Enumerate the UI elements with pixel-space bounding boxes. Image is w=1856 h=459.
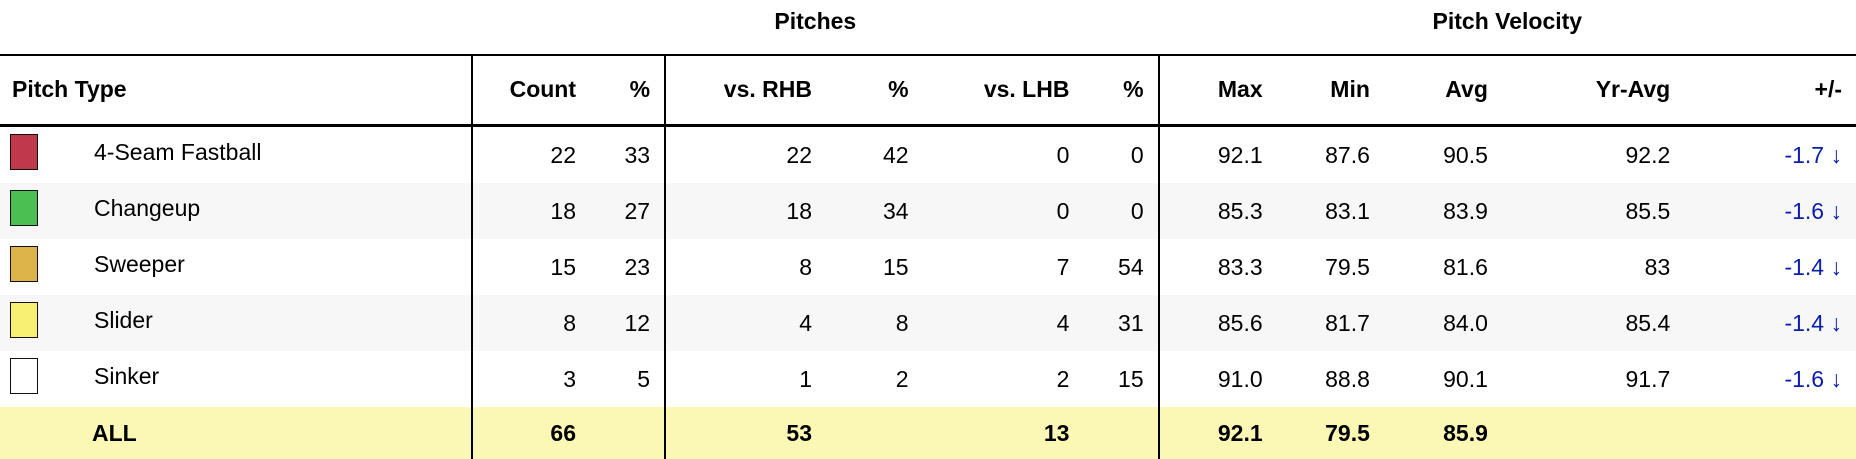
- totals-avg-velo-cell: 85.9: [1384, 407, 1502, 459]
- max-velo-cell: 92.1: [1159, 126, 1277, 184]
- pct-lhb-cell: 31: [1083, 295, 1158, 351]
- yr-avg-velo-cell: 85.5: [1502, 183, 1684, 239]
- avg-velo-cell: 90.5: [1384, 126, 1502, 184]
- max-velo-cell: 85.6: [1159, 295, 1277, 351]
- pct-cell: 23: [590, 239, 665, 295]
- vs-rhb-cell: 18: [665, 183, 826, 239]
- vs-lhb-cell: 0: [923, 126, 1084, 184]
- delta-cell: -1.6 ↓: [1684, 183, 1856, 239]
- pitch-color-swatch-icon: [10, 302, 38, 338]
- pitch-type-cell: [0, 351, 472, 407]
- column-header-yr-avg[interactable]: Yr-Avg: [1502, 55, 1684, 126]
- table-row: [0, 183, 1856, 239]
- totals-row: [0, 407, 1856, 459]
- column-header-avg[interactable]: Avg: [1384, 55, 1502, 126]
- min-velo-cell: 79.5: [1277, 239, 1384, 295]
- pitch-type-cell: [0, 126, 472, 184]
- delta-cell: -1.4 ↓: [1684, 239, 1856, 295]
- group-header-row: [0, 0, 1856, 55]
- max-velo-cell: 91.0: [1159, 351, 1277, 407]
- vs-rhb-cell: 1: [665, 351, 826, 407]
- column-header-max[interactable]: Max: [1159, 55, 1277, 126]
- totals-max-velo-cell: 92.1: [1159, 407, 1277, 459]
- vs-rhb-cell: 8: [665, 239, 826, 295]
- totals-pct-cell: [590, 407, 665, 459]
- vs-rhb-cell: 4: [665, 295, 826, 351]
- table-row: [0, 126, 1856, 184]
- column-header-vs-rhb[interactable]: vs. RHB: [665, 55, 826, 126]
- count-cell: 15: [472, 239, 590, 295]
- delta-cell: -1.7 ↓: [1684, 126, 1856, 184]
- count-cell: 18: [472, 183, 590, 239]
- column-header-plus-minus[interactable]: +/-: [1684, 55, 1856, 126]
- pct-rhb-cell: 42: [826, 126, 923, 184]
- pitch-type-label: Slider: [94, 307, 153, 334]
- pitch-type-cell: [0, 183, 472, 239]
- column-header-min[interactable]: Min: [1277, 55, 1384, 126]
- pitch-type-label: Sweeper: [94, 251, 185, 278]
- yr-avg-velo-cell: 91.7: [1502, 351, 1684, 407]
- column-header-pct-rhb[interactable]: %: [826, 55, 923, 126]
- pitch-color-swatch-icon: [10, 246, 38, 282]
- table-row: [0, 239, 1856, 295]
- vs-lhb-cell: 0: [923, 183, 1084, 239]
- pct-cell: 33: [590, 126, 665, 184]
- totals-delta-cell: [1684, 407, 1856, 459]
- yr-avg-velo-cell: 83: [1502, 239, 1684, 295]
- pitch-type-label: Sinker: [94, 363, 159, 390]
- pct-lhb-cell: 54: [1083, 239, 1158, 295]
- pitch-type-label: Changeup: [94, 195, 200, 222]
- column-header-count[interactable]: Count: [472, 55, 590, 126]
- totals-label-cell: [0, 407, 472, 459]
- pct-cell: 12: [590, 295, 665, 351]
- avg-velo-cell: 81.6: [1384, 239, 1502, 295]
- totals-min-velo-cell: 79.5: [1277, 407, 1384, 459]
- pitch-type-cell: [0, 295, 472, 351]
- pct-cell: 5: [590, 351, 665, 407]
- pitch-color-swatch-icon: [10, 358, 38, 394]
- pct-rhb-cell: 8: [826, 295, 923, 351]
- group-header-pitch-velocity: Pitch Velocity: [1159, 0, 1856, 55]
- column-header-pct[interactable]: %: [590, 55, 665, 126]
- vs-lhb-cell: 4: [923, 295, 1084, 351]
- pct-rhb-cell: 15: [826, 239, 923, 295]
- min-velo-cell: 83.1: [1277, 183, 1384, 239]
- totals-vs-lhb-cell: 13: [923, 407, 1084, 459]
- totals-yr-avg-cell: [1502, 407, 1684, 459]
- count-cell: 22: [472, 126, 590, 184]
- pct-lhb-cell: 0: [1083, 183, 1158, 239]
- totals-pct-lhb-cell: [1083, 407, 1158, 459]
- column-header-row: [0, 55, 1856, 126]
- totals-count-cell: 66: [472, 407, 590, 459]
- delta-cell: -1.4 ↓: [1684, 295, 1856, 351]
- yr-avg-velo-cell: 85.4: [1502, 295, 1684, 351]
- pitch-type-cell: [0, 239, 472, 295]
- pct-rhb-cell: 34: [826, 183, 923, 239]
- column-header-pitch-type[interactable]: Pitch Type: [0, 55, 472, 126]
- max-velo-cell: 83.3: [1159, 239, 1277, 295]
- table-row: [0, 295, 1856, 351]
- min-velo-cell: 88.8: [1277, 351, 1384, 407]
- pitch-type-label: 4-Seam Fastball: [94, 139, 261, 166]
- column-header-pct-lhb[interactable]: %: [1083, 55, 1158, 126]
- totals-vs-rhb-cell: 53: [665, 407, 826, 459]
- avg-velo-cell: 84.0: [1384, 295, 1502, 351]
- totals-label: ALL: [0, 420, 137, 447]
- avg-velo-cell: 90.1: [1384, 351, 1502, 407]
- count-cell: 8: [472, 295, 590, 351]
- avg-velo-cell: 83.9: [1384, 183, 1502, 239]
- pct-rhb-cell: 2: [826, 351, 923, 407]
- vs-lhb-cell: 7: [923, 239, 1084, 295]
- vs-lhb-cell: 2: [923, 351, 1084, 407]
- totals-pct-rhb-cell: [826, 407, 923, 459]
- table-row: [0, 351, 1856, 407]
- max-velo-cell: 85.3: [1159, 183, 1277, 239]
- pct-lhb-cell: 15: [1083, 351, 1158, 407]
- group-header-blank: [0, 0, 472, 55]
- min-velo-cell: 81.7: [1277, 295, 1384, 351]
- count-cell: 3: [472, 351, 590, 407]
- vs-rhb-cell: 22: [665, 126, 826, 184]
- pitch-color-swatch-icon: [10, 190, 38, 226]
- min-velo-cell: 87.6: [1277, 126, 1384, 184]
- pct-cell: 27: [590, 183, 665, 239]
- column-header-vs-lhb[interactable]: vs. LHB: [923, 55, 1084, 126]
- pct-lhb-cell: 0: [1083, 126, 1158, 184]
- group-header-pitches: Pitches: [472, 0, 1159, 55]
- yr-avg-velo-cell: 92.2: [1502, 126, 1684, 184]
- pitch-table-body: [0, 126, 1856, 459]
- pitch-color-swatch-icon: [10, 134, 38, 170]
- delta-cell: -1.6 ↓: [1684, 351, 1856, 407]
